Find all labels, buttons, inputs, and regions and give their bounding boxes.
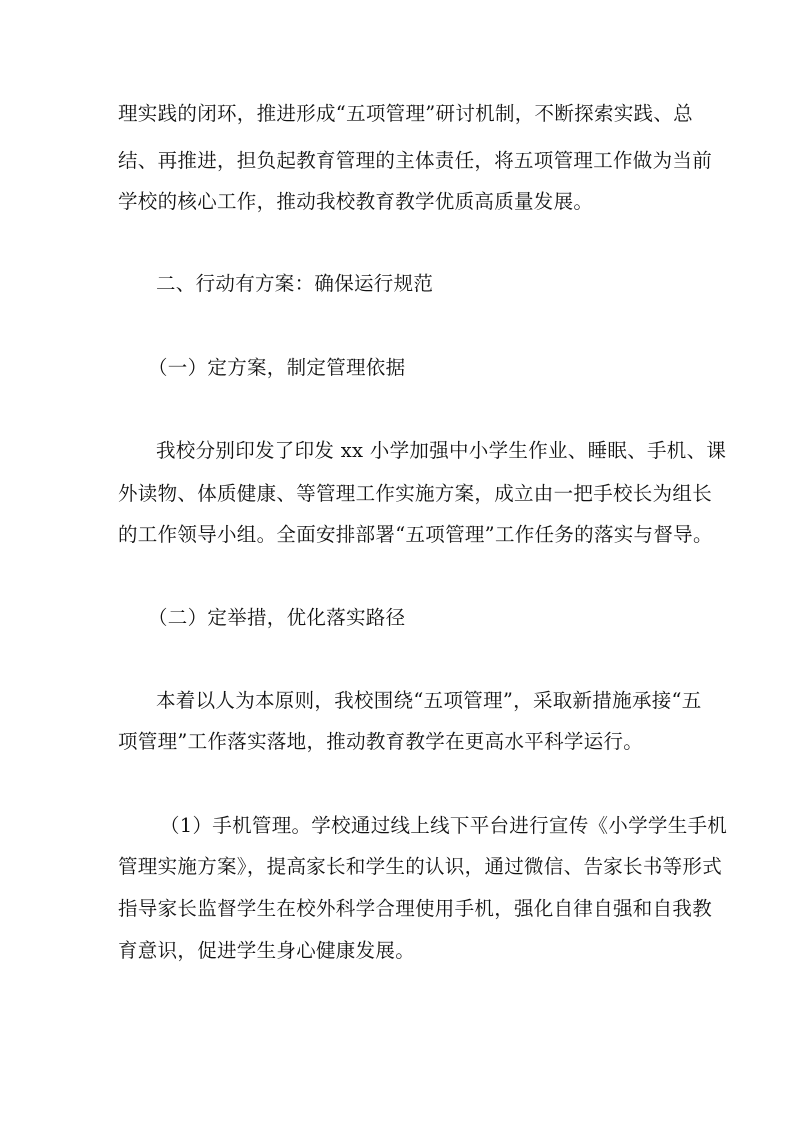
- paragraph-line: 指导家长监督学生在校外科学合理使用手机，强化自律自强和自我教: [118, 897, 713, 920]
- paragraph-line: 管理实施方案》，提高家长和学生的认识，通过微信、告家长书等形式: [118, 855, 723, 878]
- paragraph-line: 理实践的闭环，推进形成“五项管理”研讨机制，不断探索实践、总: [118, 102, 693, 125]
- paragraph-line: 学校的核心工作，推动我校教育教学优质高质量发展。: [118, 190, 594, 213]
- section-heading: 二、行动有方案：确保运行规范: [156, 272, 434, 295]
- paragraph-line: 外读物、体质健康、等管理工作实施方案，成立由一把手校长为组长: [118, 482, 713, 505]
- paragraph-line: 项管理”工作落实落地，推动教育教学在更高水平科学运行。: [118, 730, 644, 753]
- paragraph-line: 我校分别印发了印发 xx 小学加强中小学生作业、睡眠、手机、课: [156, 439, 727, 462]
- paragraph-line: 的工作领导小组。全面安排部署“五项管理”工作任务的落实与督导。: [118, 523, 713, 546]
- paragraph-line: 结、再推进，担负起教育管理的主体责任，将五项管理工作做为当前: [118, 149, 713, 172]
- subsection-heading: （二）定举措，优化落实路径: [148, 606, 406, 629]
- paragraph-line: 育意识，促进学生身心健康发展。: [118, 939, 416, 962]
- paragraph-line: 本着以人为本原则，我校围绕“五项管理”，采取新措施承接“五: [156, 689, 702, 712]
- paragraph-line: （1）手机管理。学校通过线上线下平台进行宣传《小学学生手机: [160, 814, 728, 837]
- subsection-heading: （一）定方案，制定管理依据: [148, 356, 406, 379]
